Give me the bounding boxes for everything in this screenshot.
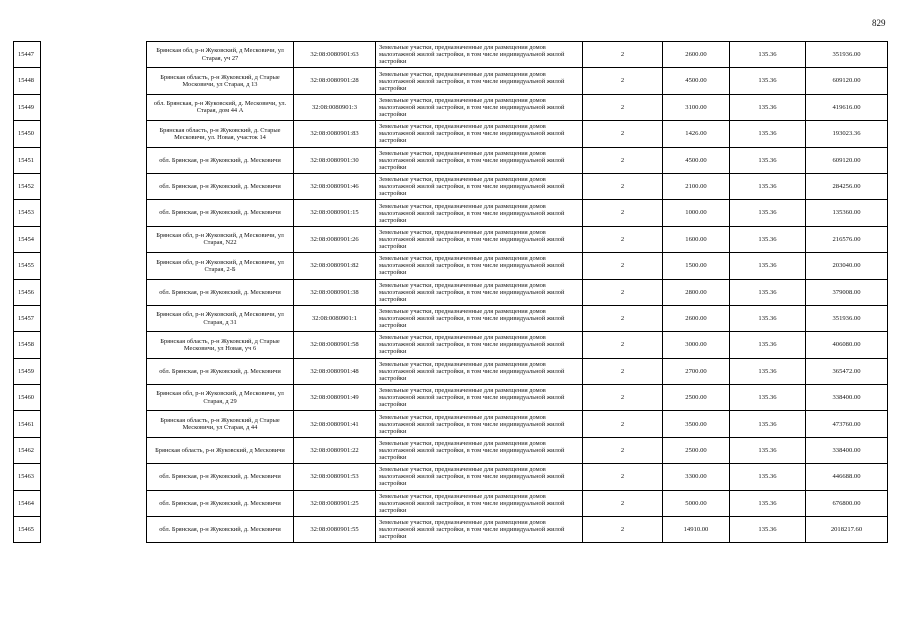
land-use-cell: Земельные участки, предназначенные для размещения домов малоэтажной жилой застройки, в том числе индивидуальной жилой застройки — [376, 411, 583, 437]
group-cell: 2 — [583, 385, 663, 411]
row-number: 15456 — [14, 279, 41, 305]
table-row — [14, 226, 888, 252]
row-number: 15449 — [14, 94, 41, 120]
land-use-cell: Земельные участки, предназначенные для размещения домов малоэтажной жилой застройки, в том числе индивидуальной жилой застройки — [376, 517, 583, 543]
row-number: 15457 — [14, 305, 41, 331]
rate-cell: 135.36 — [730, 94, 806, 120]
cadastral-number-cell: 32:08:0080901:3 — [294, 94, 376, 120]
cadastral-value-cell: 351936.00 — [806, 42, 888, 68]
row-number: 15448 — [14, 68, 41, 94]
land-use-cell: Земельные участки, предназначенные для размещения домов малоэтажной жилой застройки, в том числе индивидуальной жилой застройки — [376, 464, 583, 490]
land-use-cell: Земельные участки, предназначенные для размещения домов малоэтажной жилой застройки, в том числе индивидуальной жилой застройки — [376, 332, 583, 358]
land-use-cell: Земельные участки, предназначенные для размещения домов малоэтажной жилой застройки, в том числе индивидуальной жилой застройки — [376, 358, 583, 384]
cadastral-number-cell: 32:08:0080901:28 — [294, 68, 376, 94]
cadastral-value-cell: 284256.00 — [806, 173, 888, 199]
row-number: 15458 — [14, 332, 41, 358]
land-use-cell: Земельные участки, предназначенные для размещения домов малоэтажной жилой застройки, в том числе индивидуальной жилой застройки — [376, 121, 583, 147]
address-cell: обл. Брянская, р-н Жуковский, д. Месковичи — [147, 464, 294, 490]
area-cell: 2500.00 — [663, 437, 730, 463]
group-cell: 2 — [583, 517, 663, 543]
table-row — [14, 68, 888, 94]
table-row — [14, 411, 888, 437]
group-cell: 2 — [583, 68, 663, 94]
area-cell: 1000.00 — [663, 200, 730, 226]
land-use-cell: Земельные участки, предназначенные для размещения домов малоэтажной жилой застройки, в том числе индивидуальной жилой застройки — [376, 94, 583, 120]
table-body — [14, 42, 888, 543]
cadastral-number-cell: 32:08:0080901:1 — [294, 305, 376, 331]
address-cell: Брянская область, р-н Жуковский, д Месковичи — [147, 437, 294, 463]
land-use-cell: Земельные участки, предназначенные для размещения домов малоэтажной жилой застройки, в том числе индивидуальной жилой застройки — [376, 305, 583, 331]
land-use-cell: Земельные участки, предназначенные для размещения домов малоэтажной жилой застройки, в том числе индивидуальной жилой застройки — [376, 42, 583, 68]
table-row — [14, 94, 888, 120]
row-number: 15447 — [14, 42, 41, 68]
address-cell: обл. Брянская, р-н Жуковский, д. Месковичи — [147, 517, 294, 543]
rate-cell: 135.36 — [730, 253, 806, 279]
cadastral-value-cell: 473760.00 — [806, 411, 888, 437]
rate-cell: 135.36 — [730, 490, 806, 516]
area-cell: 2100.00 — [663, 173, 730, 199]
rate-cell: 135.36 — [730, 358, 806, 384]
cadastral-value-cell: 351936.00 — [806, 305, 888, 331]
cadastral-value-table — [13, 41, 888, 543]
land-use-cell: Земельные участки, предназначенные для размещения домов малоэтажной жилой застройки, в том числе индивидуальной жилой застройки — [376, 385, 583, 411]
rate-cell: 135.36 — [730, 42, 806, 68]
cadastral-number-cell: 32:08:0080901:82 — [294, 253, 376, 279]
spacer-cell — [41, 253, 147, 279]
row-number: 15463 — [14, 464, 41, 490]
rate-cell: 135.36 — [730, 147, 806, 173]
rate-cell: 135.36 — [730, 332, 806, 358]
address-cell: Брянская область, р-н Жуковский, д Старые Месковичи, ул Старая, д 44 — [147, 411, 294, 437]
cadastral-number-cell: 32:08:0080901:22 — [294, 437, 376, 463]
spacer-cell — [41, 121, 147, 147]
rate-cell: 135.36 — [730, 226, 806, 252]
area-cell: 1600.00 — [663, 226, 730, 252]
rate-cell: 135.36 — [730, 121, 806, 147]
table-row — [14, 42, 888, 68]
area-cell: 2700.00 — [663, 358, 730, 384]
address-cell: обл. Брянская, р-н Жуковский, д. Месковичи — [147, 358, 294, 384]
table-row — [14, 279, 888, 305]
cadastral-number-cell: 32:08:0080901:48 — [294, 358, 376, 384]
area-cell: 2600.00 — [663, 42, 730, 68]
land-use-cell: Земельные участки, предназначенные для размещения домов малоэтажной жилой застройки, в том числе индивидуальной жилой застройки — [376, 147, 583, 173]
row-number: 15465 — [14, 517, 41, 543]
rate-cell: 135.36 — [730, 279, 806, 305]
group-cell: 2 — [583, 305, 663, 331]
row-number: 15454 — [14, 226, 41, 252]
table-row — [14, 464, 888, 490]
area-cell: 1500.00 — [663, 253, 730, 279]
row-number: 15450 — [14, 121, 41, 147]
land-use-cell: Земельные участки, предназначенные для размещения домов малоэтажной жилой застройки, в том числе индивидуальной жилой застройки — [376, 253, 583, 279]
table-row — [14, 517, 888, 543]
land-use-cell: Земельные участки, предназначенные для размещения домов малоэтажной жилой застройки, в том числе индивидуальной жилой застройки — [376, 490, 583, 516]
table-row — [14, 200, 888, 226]
land-use-cell: Земельные участки, предназначенные для размещения домов малоэтажной жилой застройки, в том числе индивидуальной жилой застройки — [376, 437, 583, 463]
cadastral-value-cell: 2018217.60 — [806, 517, 888, 543]
area-cell: 2800.00 — [663, 279, 730, 305]
cadastral-value-cell: 135360.00 — [806, 200, 888, 226]
area-cell: 3000.00 — [663, 332, 730, 358]
cadastral-value-cell: 338400.00 — [806, 385, 888, 411]
cadastral-number-cell: 32:08:0080901:49 — [294, 385, 376, 411]
row-number: 15452 — [14, 173, 41, 199]
group-cell: 2 — [583, 437, 663, 463]
table-row — [14, 385, 888, 411]
spacer-cell — [41, 385, 147, 411]
spacer-cell — [41, 517, 147, 543]
rate-cell: 135.36 — [730, 305, 806, 331]
row-number: 15461 — [14, 411, 41, 437]
cadastral-value-cell: 446688.00 — [806, 464, 888, 490]
address-cell: обл. Брянская, р-н Жуковский, д. Месковичи — [147, 279, 294, 305]
row-number: 15462 — [14, 437, 41, 463]
address-cell: Брянская обл, р-н Жуковский, д Месковичи, ул Старая, 2-Б — [147, 253, 294, 279]
row-number: 15464 — [14, 490, 41, 516]
cadastral-number-cell: 32:08:0080901:63 — [294, 42, 376, 68]
group-cell: 2 — [583, 464, 663, 490]
cadastral-value-cell: 419616.00 — [806, 94, 888, 120]
address-cell: обл. Брянская, р-н Жуковский, д. Месковичи — [147, 200, 294, 226]
address-cell: Брянская обл, р-н Жуковский, д Месковичи, ул Старая, д 29 — [147, 385, 294, 411]
group-cell: 2 — [583, 490, 663, 516]
land-use-cell: Земельные участки, предназначенные для размещения домов малоэтажной жилой застройки, в том числе индивидуальной жилой застройки — [376, 173, 583, 199]
table-row — [14, 305, 888, 331]
land-use-cell: Земельные участки, предназначенные для размещения домов малоэтажной жилой застройки, в том числе индивидуальной жилой застройки — [376, 68, 583, 94]
area-cell: 14910.00 — [663, 517, 730, 543]
area-cell: 4500.00 — [663, 147, 730, 173]
spacer-cell — [41, 147, 147, 173]
table-row — [14, 437, 888, 463]
address-cell: Брянская область, р-н Жуковский, д Старые Московичи, ул Старая, д 13 — [147, 68, 294, 94]
spacer-cell — [41, 279, 147, 305]
table-row — [14, 147, 888, 173]
cadastral-number-cell: 32:08:0080901:26 — [294, 226, 376, 252]
spacer-cell — [41, 437, 147, 463]
table-row — [14, 490, 888, 516]
page-number: 829 — [872, 18, 886, 28]
rate-cell: 135.36 — [730, 173, 806, 199]
land-use-cell: Земельные участки, предназначенные для размещения домов малоэтажной жилой застройки, в том числе индивидуальной жилой застройки — [376, 226, 583, 252]
group-cell: 2 — [583, 94, 663, 120]
address-cell: Брянская обл, р-н Жуковский, д Месковичи, ул Старая, уч 27 — [147, 42, 294, 68]
spacer-cell — [41, 226, 147, 252]
group-cell: 2 — [583, 226, 663, 252]
row-number: 15453 — [14, 200, 41, 226]
row-number: 15460 — [14, 385, 41, 411]
cadastral-value-cell: 609120.00 — [806, 147, 888, 173]
spacer-cell — [41, 332, 147, 358]
cadastral-number-cell: 32:08:0080901:46 — [294, 173, 376, 199]
cadastral-number-cell: 32:08:0080901:25 — [294, 490, 376, 516]
rate-cell: 135.36 — [730, 68, 806, 94]
land-use-cell: Земельные участки, предназначенные для размещения домов малоэтажной жилой застройки, в том числе индивидуальной жилой застройки — [376, 279, 583, 305]
cadastral-value-cell: 406080.00 — [806, 332, 888, 358]
area-cell: 4500.00 — [663, 68, 730, 94]
table-row — [14, 173, 888, 199]
table-row — [14, 358, 888, 384]
cadastral-number-cell: 32:08:0080901:30 — [294, 147, 376, 173]
area-cell: 5000.00 — [663, 490, 730, 516]
rate-cell: 135.36 — [730, 411, 806, 437]
group-cell: 2 — [583, 411, 663, 437]
cadastral-number-cell: 32:08:0080901:83 — [294, 121, 376, 147]
address-cell: обл. Брянская, р-н Жуковский, д. Месковичи, ул. Старая, дом 44 А — [147, 94, 294, 120]
group-cell: 2 — [583, 332, 663, 358]
address-cell: обл. Брянская, р-н Жуковский, д. Месковичи — [147, 147, 294, 173]
cadastral-value-cell: 379008.00 — [806, 279, 888, 305]
row-number: 15455 — [14, 253, 41, 279]
area-cell: 2500.00 — [663, 385, 730, 411]
area-cell: 3500.00 — [663, 411, 730, 437]
table-row — [14, 253, 888, 279]
rate-cell: 135.36 — [730, 464, 806, 490]
cadastral-value-cell: 676800.00 — [806, 490, 888, 516]
cadastral-value-cell: 365472.00 — [806, 358, 888, 384]
land-use-cell: Земельные участки, предназначенные для размещения домов малоэтажной жилой застройки, в том числе индивидуальной жилой застройки — [376, 200, 583, 226]
row-number: 15451 — [14, 147, 41, 173]
cadastral-number-cell: 32:08:0080901:15 — [294, 200, 376, 226]
table-row — [14, 332, 888, 358]
spacer-cell — [41, 42, 147, 68]
address-cell: Брянская область, р-н Жуковский, д Старые Месковичи, ул Новая, уч 6 — [147, 332, 294, 358]
spacer-cell — [41, 173, 147, 199]
spacer-cell — [41, 94, 147, 120]
cadastral-number-cell: 32:08:0080901:41 — [294, 411, 376, 437]
spacer-cell — [41, 68, 147, 94]
group-cell: 2 — [583, 42, 663, 68]
spacer-cell — [41, 358, 147, 384]
group-cell: 2 — [583, 253, 663, 279]
spacer-cell — [41, 200, 147, 226]
cadastral-value-cell: 338400.00 — [806, 437, 888, 463]
address-cell: обл. Брянская, р-н Жуковский, д. Месковичи — [147, 173, 294, 199]
spacer-cell — [41, 411, 147, 437]
cadastral-number-cell: 32:08:0080901:53 — [294, 464, 376, 490]
address-cell: Брянская область, р-н Жуковский, д. Старые Месковичи, ул. Новая, участок 14 — [147, 121, 294, 147]
table-row — [14, 121, 888, 147]
address-cell: Брянская обл, р-н Жуковский, д Месковичи, ул Старая, N22 — [147, 226, 294, 252]
area-cell: 3100.00 — [663, 94, 730, 120]
rate-cell: 135.36 — [730, 200, 806, 226]
area-cell: 3300.00 — [663, 464, 730, 490]
area-cell: 2600.00 — [663, 305, 730, 331]
rate-cell: 135.36 — [730, 385, 806, 411]
cadastral-value-cell: 609120.00 — [806, 68, 888, 94]
group-cell: 2 — [583, 173, 663, 199]
cadastral-number-cell: 32:08:0080901:55 — [294, 517, 376, 543]
group-cell: 2 — [583, 358, 663, 384]
cadastral-value-cell: 203040.00 — [806, 253, 888, 279]
group-cell: 2 — [583, 147, 663, 173]
cadastral-number-cell: 32:08:0080901:58 — [294, 332, 376, 358]
address-cell: Брянская обл, р-н Жуковский, д Месковичи, ул Старая, д 31 — [147, 305, 294, 331]
address-cell: обл. Брянская, р-н Жуковский, д. Месковичи — [147, 490, 294, 516]
group-cell: 2 — [583, 200, 663, 226]
spacer-cell — [41, 305, 147, 331]
spacer-cell — [41, 490, 147, 516]
rate-cell: 135.36 — [730, 517, 806, 543]
group-cell: 2 — [583, 121, 663, 147]
cadastral-number-cell: 32:08:0080901:38 — [294, 279, 376, 305]
cadastral-value-cell: 193023.36 — [806, 121, 888, 147]
cadastral-value-cell: 216576.00 — [806, 226, 888, 252]
row-number: 15459 — [14, 358, 41, 384]
group-cell: 2 — [583, 279, 663, 305]
area-cell: 1426.00 — [663, 121, 730, 147]
rate-cell: 135.36 — [730, 437, 806, 463]
spacer-cell — [41, 464, 147, 490]
